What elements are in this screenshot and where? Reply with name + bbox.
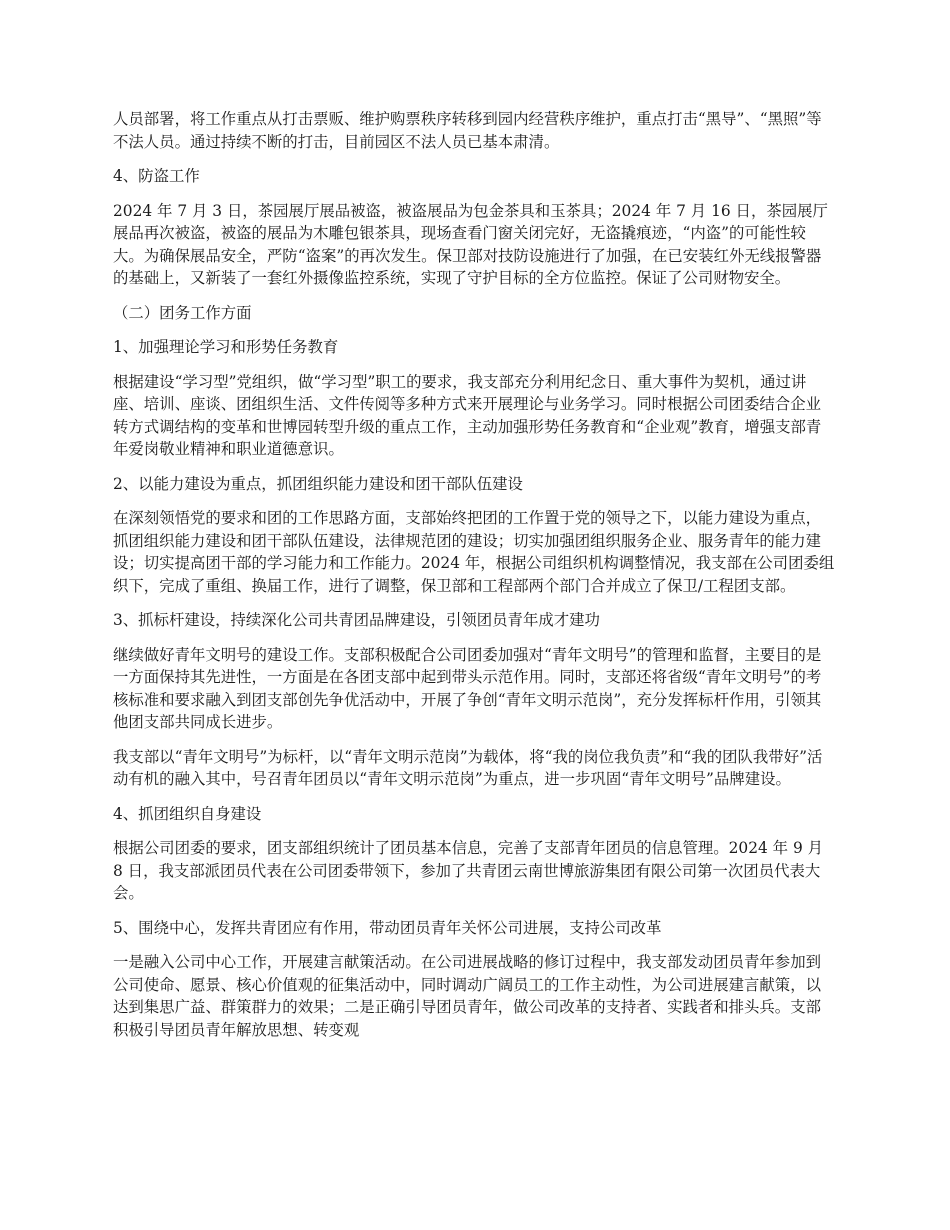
paragraph-youth-civilization: 继续做好青年文明号的建设工作。支部积极配合公司团委加强对“青年文明号”的管理和监督，主要目的是一方面保持其先进性，一方面是在各团支部中起到带头示范作用。同时，支部还将省级“青年文明号”的考核标准和要求融入到团支部创先争优活动中，开展了争创“青年文明示范岗”，充分发挥标杆作用，引领其他团支部共同成长进步。 xyxy=(113,645,822,731)
heading-benchmark-building: 3、抓标杆建设，持续深化公司共青团品牌建设，引领团员青年成才建功 xyxy=(113,611,600,629)
paragraph-theft-incidents: 2024 年 7 月 3 日，茶园展厅展品被盗，被盗展品为包金茶具和玉茶具；2024 年 7 月 16 日，茶园展厅展品再次被盗，被盗的展品为木雕包银茶具，现场查看门窗关闭完好，无盗撬痕迹，“内盗”的可能性较大。为确保展品安全，严防“盗案”的再次发生。保卫部对技防设施进行了加强，在已安装红外无线报警器的基础上，又新装了一套红外摄像监控系统，实现了守护目标的全方位监控。保证了公司财物安全。 xyxy=(113,201,828,287)
heading-theory-study: 1、加强理论学习和形势任务教育 xyxy=(113,338,339,356)
paragraph-capacity-building: 在深刻领悟党的要求和团的工作思路方面，支部始终把团的工作置于党的领导之下，以能力建设为重点，抓团组织能力建设和团干部队伍建设，法律规范团的建设；切实加强团组织服务企业、服务青年的能力建设；切实提高团干部的学习能力和工作能力。2024 年，根据公司组织机构调整情况，我支部在公司团委组织下，完成了重组、换届工作，进行了调整，保卫部和工程部两个部门合并成立了保卫/工程团支部。 xyxy=(113,509,835,595)
paragraph-theory-study: 根据建设“学习型”党组织，做“学习型”职工的要求，我支部充分利用纪念日、重大事件为契机，通过讲座、培训、座谈、团组织生活、文件传阅等多种方式来开展理论与业务学习。同时根据公司团委结合企业转方式调结构的变革和世博园转型升级的重点工作，主动加强形势任务教育和“企业观”教育，增强支部青年爱岗敬业精神和职业道德意识。 xyxy=(113,372,822,458)
document-page xyxy=(113,108,835,1053)
paragraph-benchmark-carrier: 我支部以“青年文明号”为标杆，以“青年文明示范岗”为载体，将“我的岗位我负责”和“我的团队我带好”活动有机的融入其中，号召青年团员以“青年文明示范岗”为重点，进一步巩固“青年文明号”品牌建设。 xyxy=(113,747,823,788)
paragraph-self-building: 根据公司团委的要求，团支部组织统计了团员基本信息，完善了支部青年团员的信息管理。2024 年 9 月 8 日，我支部派团员代表在公司团委带领下，参加了共青团云南世博旅游集团有限公司第一次团员代表大会。 xyxy=(113,839,824,902)
paragraph-support-reform: 一是融入公司中心工作，开展建言献策活动。在公司进展战略的修订过程中，我支部发动团员青年参加到公司使命、愿景、核心价值观的征集活动中，同时调动广阔员工的工作主动性，为公司进展建言献策，以达到集思广益、群策群力的效果；二是正确引导团员青年，做公司改革的支持者、实践者和排头兵。支部积极引导团员青年解放思想、转变观 xyxy=(113,953,821,1039)
heading-support-reform: 5、围绕中心，发挥共青团应有作用，带动团员青年关怀公司进展，支持公司改革 xyxy=(113,918,662,937)
heading-capacity-building: 2、以能力建设为重点，抓团组织能力建设和团干部队伍建设 xyxy=(113,474,523,493)
paragraph-security-deployment: 人员部署，将工作重点从打击票贩、维护购票秩序转移到园内经营秩序维护，重点打击“黑导”、“黑照”等不法人员。通过持续不断的打击，目前园区不法人员已基本肃清。 xyxy=(113,110,822,151)
heading-theft-prevention: 4、防盗工作 xyxy=(113,167,200,185)
heading-self-building: 4、抓团组织自身建设 xyxy=(113,804,262,823)
heading-league-work: （二）团务工作方面 xyxy=(113,303,252,322)
